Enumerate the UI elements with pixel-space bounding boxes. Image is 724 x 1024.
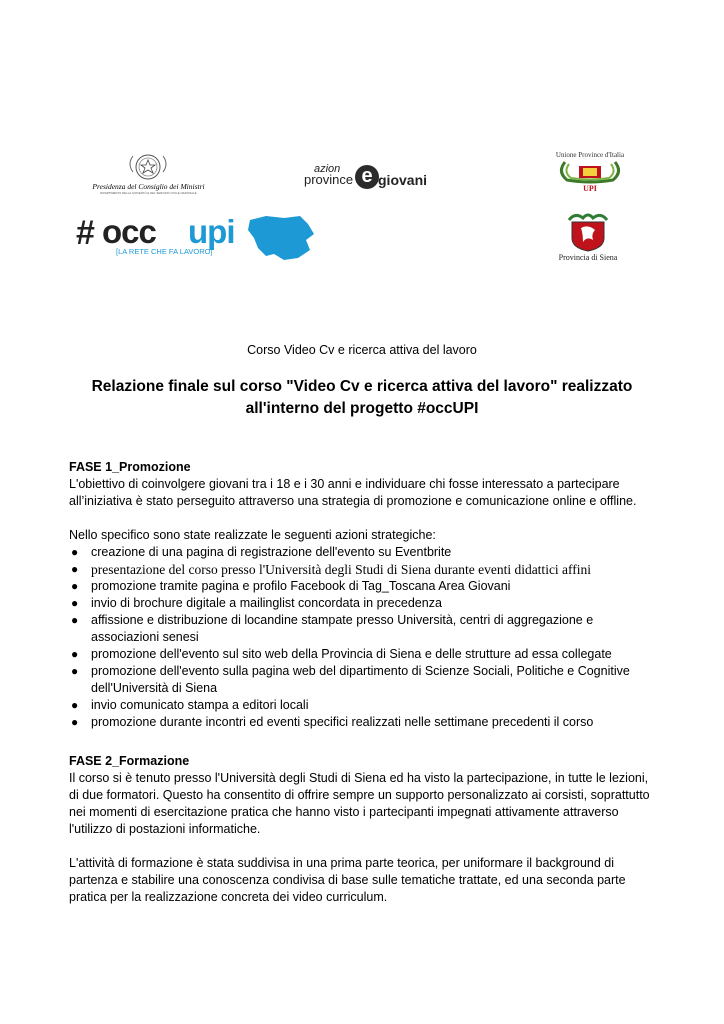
apg-e-mark: e (355, 165, 379, 189)
bullet-icon: ● (71, 715, 79, 729)
fase2-heading: FASE 2_Formazione (69, 754, 190, 768)
azioni-province-giovani-logo (302, 164, 452, 190)
occupi-tagline: [LA RETE CHE FA LAVORO] (116, 247, 213, 256)
siena-crest-icon (565, 212, 611, 252)
apg-azioni-text: azion (314, 163, 341, 175)
list-item: ● invio di brochure digitale a mailinglist concordata in precedenza (71, 596, 442, 610)
fase2-paragraph-1: Il corso si è tenuto presso l'Università degli Studi di Siena ed ha visto la partecipazione, in tutte le lezioni, di due formatori. Questo ha consentito di offrire sempre un supporto personalizzato ai corsisti, soprattutto nei momenti di esercitazione pratica che hanno visto i partecipanti impegnati attivamente attraverso l'utilizzo di postazioni informatiche. (69, 771, 650, 836)
fase1-action-list (69, 544, 659, 731)
fase1-intro: L'obiettivo di coinvolgere giovani tra i 18 e i 30 anni e individuare chi fosse interessato a partecipare all’iniziativa è stato perseguito attraverso una strategia di promozione e comunicazione online e offline. (69, 477, 637, 508)
tuscany-map-icon (244, 214, 316, 262)
fase1-heading: FASE 1_Promozione (69, 460, 191, 474)
upi-logo-title: Unione Province d'Italia (555, 151, 625, 159)
bullet-icon: ● (71, 579, 79, 593)
apg-province-text: province (304, 172, 354, 187)
course-subtitle: Corso Video Cv e ricerca attiva del lavoro (247, 343, 477, 357)
list-item: ● promozione dell'evento sul sito web della Provincia di Siena e delle strutture ad essa collegate (71, 647, 612, 661)
bullet-icon: ● (71, 647, 79, 661)
siena-logo-label: Provincia di Siena (558, 253, 618, 262)
list-item: ● creazione di una pagina di registrazione dell'evento su Eventbrite (71, 545, 452, 559)
list-item: ● promozione tramite pagina e profilo Facebook di Tag_Toscana Area Giovani (71, 579, 511, 593)
pcm-logo-subtext: DIPARTIMENTO DELLA GIOVENTÙ E DEL SERVIZIO CIVILE NAZIONALE (100, 192, 197, 195)
upi-logo-label: UPI (583, 184, 597, 193)
occupi-logo (76, 214, 326, 266)
bullet-icon: ● (71, 596, 79, 610)
bullet-icon: ● (71, 664, 79, 678)
list-item: ● invio comunicato stampa a editori locali (71, 698, 309, 712)
list-item: ● affissione e distribuzione di locandine stampate presso Università, centri di aggregazione e associazioni senesi (71, 613, 594, 644)
pcm-logo (76, 152, 221, 194)
pcm-logo-text: Presidenza del Consiglio dei Ministri (92, 182, 205, 191)
provincia-siena-logo (540, 212, 636, 262)
bullet-icon: ● (71, 562, 79, 576)
fase1-list-intro: Nello specifico sono state realizzate le seguenti azioni strategiche: (69, 528, 436, 542)
list-item: ● promozione dell'evento sulla pagina web del dipartimento di Scienze Sociali, Politiche e Cognitive dell'Università di Siena (71, 664, 630, 695)
bullet-icon: ● (71, 545, 79, 559)
fase2-paragraph-2: L'attività di formazione è stata suddivisa in una prima parte teorica, per uniformare il background di partenza e stabilire una conoscenza condivisa di base sulle tematiche trattate, ed una seconda parte pratica per la realizzazione concreta dei video curriculum. (69, 856, 626, 904)
bullet-icon: ● (71, 613, 79, 627)
upi-logo (548, 151, 632, 196)
report-title: Relazione finale sul corso "Video Cv e ricerca attiva del lavoro" realizzato all'interno del progetto #occUPI (91, 378, 633, 417)
upi-wreath-icon (553, 158, 627, 184)
apg-giovani-text: giovani (378, 172, 428, 188)
list-item: ● promozione durante incontri ed eventi specifici realizzati nelle settimane precedenti il corso (71, 715, 594, 729)
list-item: ● presentazione del corso presso l'Università degli Studi di Siena durante eventi didattici affini (71, 562, 592, 577)
italian-emblem-icon (121, 152, 176, 182)
occupi-hash-text: # (76, 214, 95, 252)
report-body (69, 459, 659, 906)
bullet-icon: ● (71, 698, 79, 712)
occupi-upi-text: upi (188, 213, 235, 250)
occupi-occ-text: occ (102, 213, 156, 250)
